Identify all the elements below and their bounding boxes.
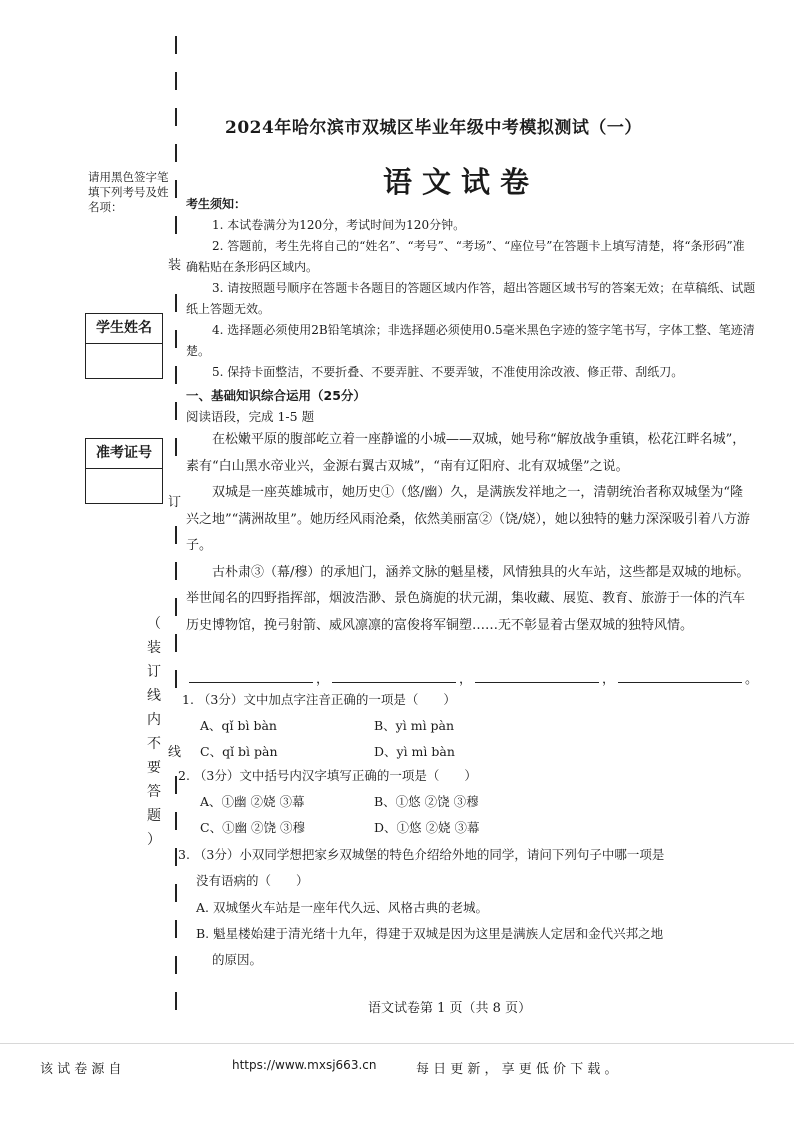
question-2-stem: 2. （3分）文中括号内汉字填写正确的一项是（ ） xyxy=(178,768,477,783)
student-name-label: 学生姓名 xyxy=(86,314,162,344)
vertical-char: 要 xyxy=(147,760,161,776)
cut-char-xian: 线 xyxy=(168,745,182,760)
student-name-box xyxy=(85,313,163,379)
q2-option-a[interactable]: A、①幽 ②娆 ③幕 xyxy=(200,794,305,809)
vertical-char: （ xyxy=(147,616,161,632)
source-link[interactable]: https://www.mxsj663.cn xyxy=(232,1058,377,1072)
q1-option-d[interactable]: D、yì mì bàn xyxy=(374,744,455,759)
student-name-field[interactable] xyxy=(86,344,162,378)
section-1-heading: 一、基础知识综合运用（25分） xyxy=(186,388,366,403)
cut-char-zhuang: 装 xyxy=(168,258,182,273)
vertical-warning xyxy=(145,612,163,852)
q1-option-a[interactable]: A、qǐ bì bàn xyxy=(200,718,277,733)
reading-prompt: 阅读语段，完成 1-5 题 xyxy=(186,409,315,424)
source-suffix: 每 日 更 新 ， 享 更 低 价 下 载 。 xyxy=(416,1062,618,1077)
q2-option-c[interactable]: C、①幽 ②饶 ③穆 xyxy=(200,820,306,835)
q1-option-c[interactable]: C、qǐ bì pàn xyxy=(200,744,278,759)
answer-blank[interactable] xyxy=(189,670,313,683)
exam-subject: 语文试卷 xyxy=(383,165,540,199)
vertical-char: 不 xyxy=(147,736,161,752)
instructions xyxy=(186,194,756,383)
vertical-char: 装 xyxy=(147,640,161,656)
instruction-item: 5. 保持卡面整洁，不要折叠、不要弄脏、不要弄皱，不准使用涂改液、修正带、刮纸刀。 xyxy=(212,365,684,379)
answer-blank[interactable] xyxy=(618,670,742,683)
q2-option-d[interactable]: D、①悠 ②娆 ③幕 xyxy=(374,820,480,835)
instruction-item: 3. 请按照题号顺序在答题卡各题目的答题区域内作答，超出答题区域书写的答案无效；在草稿纸、试题纸上答题无效。 xyxy=(186,281,756,316)
exam-id-label: 准考证号 xyxy=(86,439,162,469)
vertical-char: 题 xyxy=(147,808,161,824)
instruction-item: 2. 答题前，考生先将自己的“姓名”、“考号”、“考场”、“座位号”在答题卡上填写清楚，将“条形码”准确粘贴在条形码区域内。 xyxy=(186,239,745,274)
question-3-stem-line1: 3. （3分）小双同学想把家乡双城堡的特色介绍给外地的同学，请问下列句子中哪一项是 xyxy=(178,847,665,862)
vertical-char: ） xyxy=(147,832,161,848)
page-number: 语文试卷第 1 页（共 8 页） xyxy=(368,1001,532,1016)
instruction-item: 4. 选择题必须使用2B铅笔填涂；非选择题必须使用0.5毫米黑色字迹的签字笔书写，字体工整、笔迹清楚。 xyxy=(186,323,755,358)
instruction-item: 1. 本试卷满分为120分，考试时间为120分钟。 xyxy=(212,218,466,232)
answer-blank[interactable] xyxy=(332,670,456,683)
vertical-char: 内 xyxy=(147,712,161,728)
q1-option-b[interactable]: B、yì mì pàn xyxy=(374,718,455,733)
question-3-stem-line2: 没有语病的（ ） xyxy=(196,873,309,888)
vertical-char: 线 xyxy=(147,688,161,704)
q3-option-b-line2: 的原因。 xyxy=(212,952,263,967)
section-1 xyxy=(186,385,756,639)
instructions-heading: 考生须知： xyxy=(186,197,247,211)
q3-option-b-line1[interactable]: B. 魁星楼始建于清光绪十九年，得建于双城是因为这里是满族人定居和金代兴邦之地 xyxy=(196,926,664,941)
blank-end-mark: 。 xyxy=(745,672,759,687)
q3-option-a[interactable]: A. 双城堡火车站是一座年代久远、风格古典的老城。 xyxy=(196,900,488,915)
q2-option-b[interactable]: B、①悠 ②饶 ③穆 xyxy=(374,794,479,809)
sidebar-note: 请用黑色签字笔填下列考号及姓名项： xyxy=(88,170,169,214)
exam-id-field[interactable] xyxy=(86,469,162,503)
passage-paragraph: 古朴肃③（幕/穆）的承旭门，涵养文脉的魁星楼，风情独具的火车站，这些都是双城的地标。举世闻名的四野指挥部，烟波浩渺、景色旖旎的状元湖，集收藏、展览、教育、旅游于一体的汽车历史博物馆，挽弓射箭、威风凛凛的富俊将军铜塑……无不彰显着古堡双城的独特风情。 xyxy=(186,564,750,633)
passage-paragraph: 双城是一座英雄城市，她历史①（悠/幽）久，是满族发祥地之一，清朝统治者称双城堡为“隆兴之地”“满洲故里”。她历经风雨沧桑，依然美丽富②（饶/娆），她以独特的魅力深深吸引着八方游子。 xyxy=(186,485,750,553)
exam-title: 2024年哈尔滨市双城区毕业年级中考模拟测试（一） xyxy=(225,118,642,138)
footer-divider xyxy=(0,1043,794,1044)
exam-id-box xyxy=(85,438,163,504)
question-1-stem: 1. （3分）文中加点字注音正确的一项是（ ） xyxy=(182,692,456,707)
cut-char-ding: 订 xyxy=(168,495,182,510)
binding-cut-line xyxy=(168,36,182,1026)
source-prefix: 该 试 卷 源 自 xyxy=(40,1062,122,1077)
passage-paragraph: 在松嫩平原的腹部屹立着一座静谧的小城——双城，她号称“解放战争重镇，松花江畔名城”，素有“白山黑水帝业兴，金源右翼古双城”，“南有辽阳府、北有双城堡”之说。 xyxy=(186,432,746,474)
vertical-char: 答 xyxy=(147,784,161,800)
answer-blanks: ， ， ， 。 xyxy=(186,668,758,687)
vertical-char: 订 xyxy=(147,664,161,680)
answer-blank[interactable] xyxy=(475,670,599,683)
